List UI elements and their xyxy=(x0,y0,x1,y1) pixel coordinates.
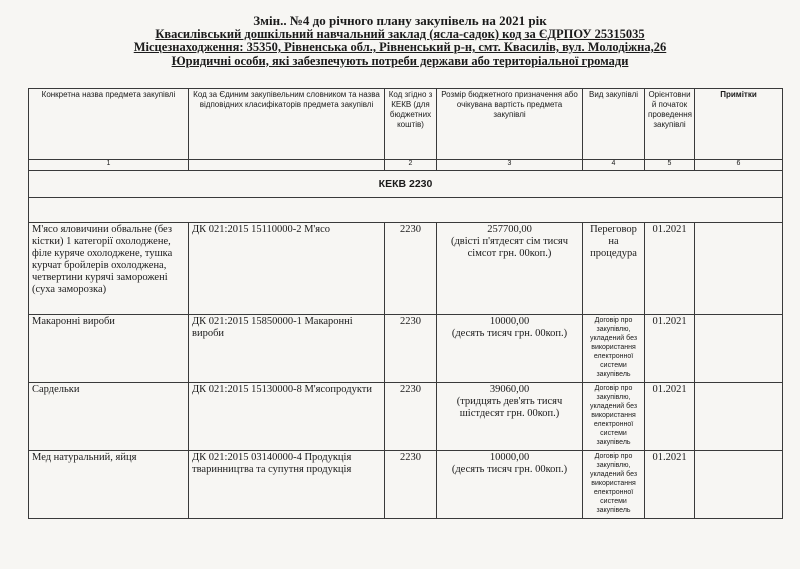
column-number: 4 xyxy=(583,160,645,171)
item-date: 01.2021 xyxy=(645,315,695,383)
header-budget-amount: Розмір бюджетного призначення або очікувана вартість предмета закупівлі xyxy=(437,89,583,160)
item-amount-words: (двісті п'ятдесят сім тисяч сімсот грн. 00коп.) xyxy=(450,236,569,259)
column-number-empty xyxy=(189,160,385,171)
item-name: Мед натуральний, яйця xyxy=(29,451,189,519)
table-row xyxy=(29,383,783,451)
item-code: ДК 021:2015 15130000-8 М'ясопродукти xyxy=(189,383,385,451)
item-kekv: 2230 xyxy=(385,451,437,519)
item-kekv: 2230 xyxy=(385,223,437,315)
item-note xyxy=(695,383,783,451)
item-procedure: Переговор на процедура xyxy=(583,223,645,315)
header-classifier-code: Код за Єдиним закупівельним словником та назва відповідних класифікаторів предмета закупівлі xyxy=(189,89,385,160)
item-amount-cell xyxy=(437,383,583,451)
column-number-row xyxy=(29,160,783,171)
item-amount-words: (десять тисяч грн. 00коп.) xyxy=(451,464,568,475)
legal-entities-line: Юридичні особи, які забезпечують потреби держави або територіальної громади xyxy=(171,53,629,68)
address-line: Місцезнаходження: 35350, Рівненська обл., Рівненський р-н, смт. Квасилів, вул. Молодіжна,26 xyxy=(133,40,667,54)
item-note xyxy=(695,223,783,315)
procurement-plan-table xyxy=(28,88,783,519)
item-amount: 39060,00 xyxy=(489,384,530,395)
item-name: Сардельки xyxy=(29,383,189,451)
column-number: 3 xyxy=(437,160,583,171)
column-number: 1 xyxy=(29,160,189,171)
header-kekv-code: Код згідно з КЕКВ (для бюджетних коштів) xyxy=(385,89,437,160)
item-name: Макаронні вироби xyxy=(29,315,189,383)
document-title: Змін.. №4 до річного плану закупівель на 2021 рік xyxy=(253,13,547,28)
institution-line: Квасилівський дошкільний навчальний заклад (ясла-садок) код за ЄДРПОУ 25315035 xyxy=(155,26,645,41)
item-amount: 10000,00 xyxy=(489,452,530,463)
column-number: 6 xyxy=(695,160,783,171)
item-procedure: Договір про закупівлю, укладений без використання електронної системи закупівель xyxy=(583,383,645,451)
table-row xyxy=(29,451,783,519)
item-amount-cell xyxy=(437,223,583,315)
item-amount-cell xyxy=(437,451,583,519)
item-kekv: 2230 xyxy=(385,383,437,451)
item-procedure: Договір про закупівлю, укладений без використання електронної системи закупівель xyxy=(583,451,645,519)
item-date: 01.2021 xyxy=(645,223,695,315)
item-date: 01.2021 xyxy=(645,383,695,451)
item-amount: 257700,00 xyxy=(487,224,532,235)
item-note xyxy=(695,315,783,383)
item-code: ДК 021:2015 15110000-2 М'ясо xyxy=(189,223,385,315)
header-start-date: Орієнтовни й початок проведення закупівлі xyxy=(645,89,695,160)
item-procedure: Договір про закупівлю, укладений без використання електронної системи закупівель xyxy=(583,315,645,383)
header-procurement-type: Вид закупівлі xyxy=(583,89,645,160)
item-amount-words: (десять тисяч грн. 00коп.) xyxy=(451,328,568,339)
kekv-blank-row xyxy=(29,198,783,223)
document-header xyxy=(0,14,800,68)
table-row xyxy=(29,315,783,383)
kekv-section-row xyxy=(29,171,783,198)
table-header-row xyxy=(29,89,783,160)
header-notes: Примітки xyxy=(695,89,783,160)
kekv-blank-cell xyxy=(29,198,783,223)
item-date: 01.2021 xyxy=(645,451,695,519)
table-row xyxy=(29,223,783,315)
item-kekv: 2230 xyxy=(385,315,437,383)
item-amount-words: (тридцять дев'ять тисяч шістдесят грн. 00коп.) xyxy=(456,396,563,419)
item-note xyxy=(695,451,783,519)
column-number: 2 xyxy=(385,160,437,171)
item-amount-cell xyxy=(437,315,583,383)
header-item-name: Конкретна назва предмета закупівлі xyxy=(29,89,189,160)
item-code: ДК 021:2015 03140000-4 Продукція тваринництва та супутня продукція xyxy=(189,451,385,519)
item-code: ДК 021:2015 15850000-1 Макаронні вироби xyxy=(189,315,385,383)
item-amount: 10000,00 xyxy=(489,316,530,327)
column-number: 5 xyxy=(645,160,695,171)
item-name: М'ясо яловичини обвальне (без кістки) 1 категорії охолоджене, філе куряче охолоджене, тушка курчат бройлерів охолоджена, четвертини курячі заморожені (суха заморозка) xyxy=(29,223,189,315)
kekv-section-label: КЕКВ 2230 xyxy=(29,171,783,198)
